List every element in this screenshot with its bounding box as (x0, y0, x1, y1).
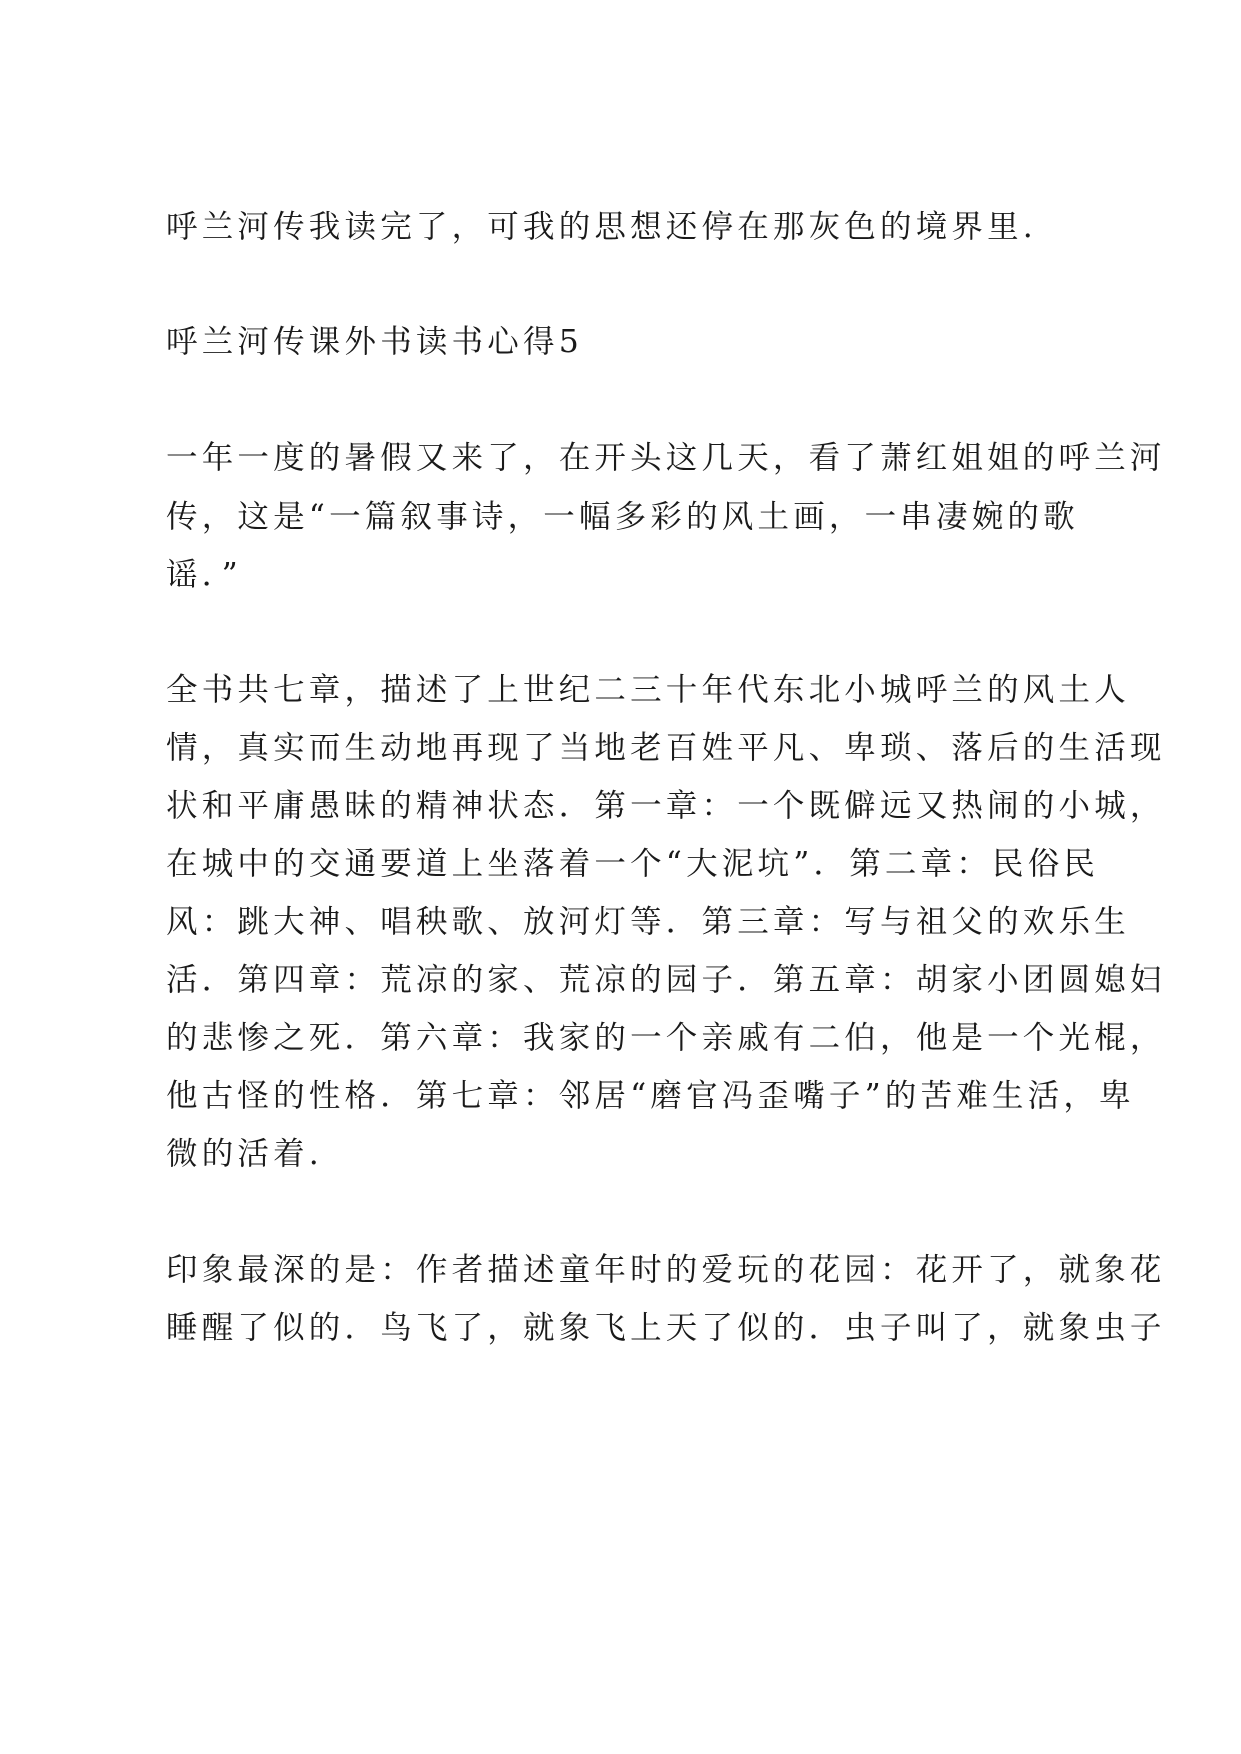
paragraph-3-line-3: 谣．” (166, 557, 242, 593)
paragraph-4-line-7: 的悲惨之死．第六章：我家的一个亲戚有二伯，他是一个光棍， (166, 1020, 1166, 1056)
paragraph-4-line-4: 在城中的交通要道上坐落着一个“大泥坑”．第二章：民俗民 (166, 846, 1100, 882)
paragraph-1-line-1: 呼兰河传我读完了，可我的思想还停在那灰色的境界里. (166, 209, 1038, 245)
paragraph-4-line-5: 风：跳大神、唱秧歌、放河灯等．第三章：写与祖父的欢乐生 (166, 904, 1130, 940)
paragraph-4-line-2: 情，真实而生动地再现了当地老百姓平凡、卑琐、落后的生活现 (166, 730, 1166, 766)
paragraph-3-line-2: 传，这是“一篇叙事诗，一幅多彩的风土画，一串凄婉的歌 (166, 499, 1079, 535)
paragraph-5-line-2: 睡醒了似的．鸟飞了，就象飞上天了似的．虫子叫了，就象虫子 (166, 1310, 1166, 1346)
paragraph-4-line-1: 全书共七章，描述了上世纪二三十年代东北小城呼兰的风土人 (166, 672, 1130, 708)
paragraph-4-line-6: 活．第四章：荒凉的家、荒凉的园子．第五章：胡家小团圆媳妇 (166, 962, 1166, 998)
paragraph-4-line-8: 他古怪的性格．第七章：邻居“磨官冯歪嘴子”的苦难生活，卑 (166, 1078, 1135, 1114)
section-heading: 呼兰河传课外书读书心得5 (166, 324, 583, 360)
paragraph-3-line-1: 一年一度的暑假又来了，在开头这几天，看了萧红姐姐的呼兰河 (166, 440, 1166, 476)
paragraph-4-line-3: 状和平庸愚昧的精神状态．第一章：一个既僻远又热闹的小城， (166, 788, 1166, 824)
paragraph-4-line-9: 微的活着. (166, 1136, 324, 1172)
paragraph-5-line-1: 印象最深的是：作者描述童年时的爱玩的花园：花开了，就象花 (166, 1252, 1166, 1288)
